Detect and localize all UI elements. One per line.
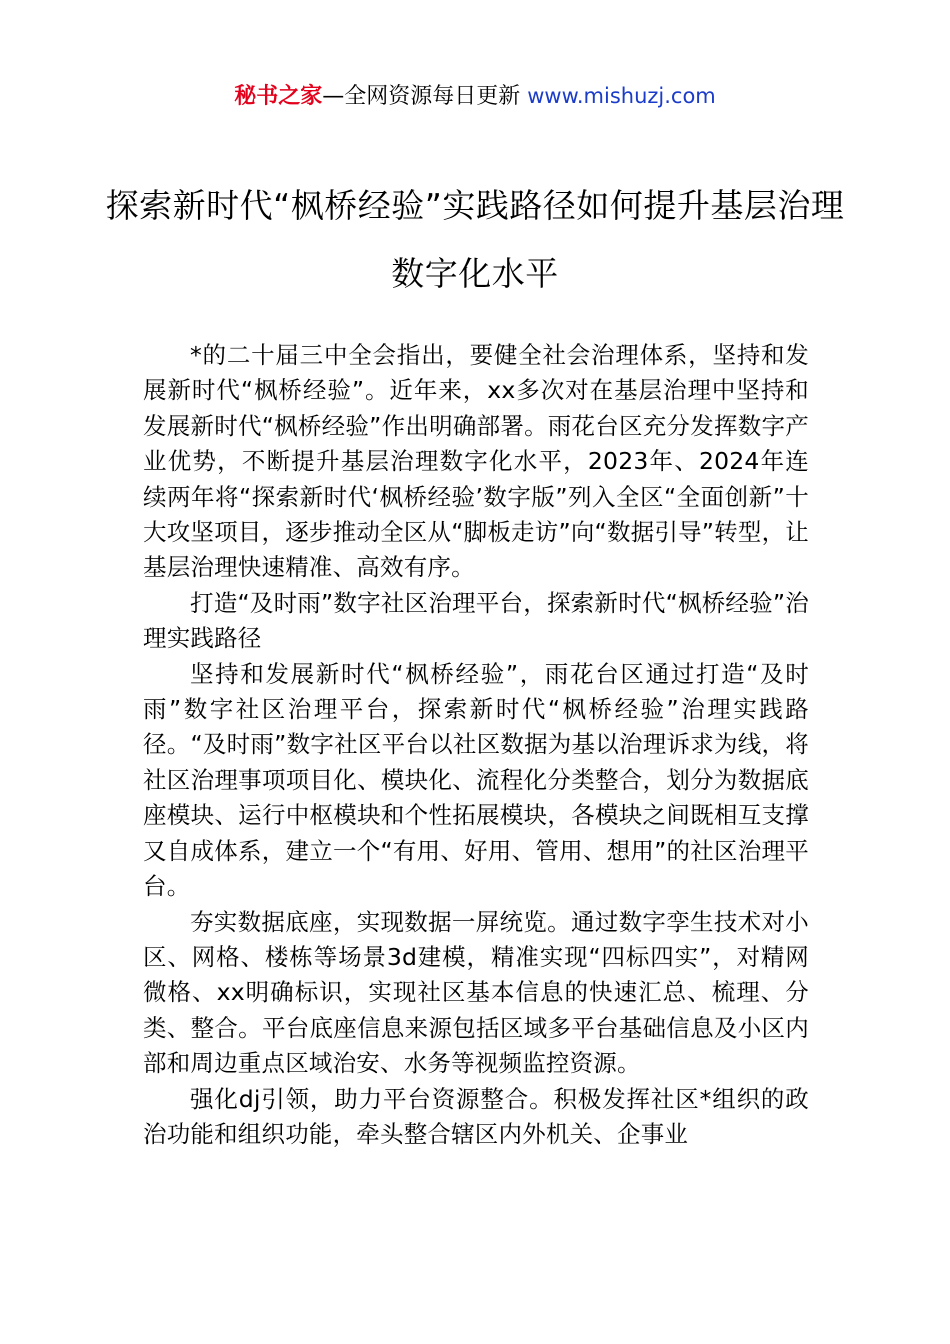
site-url-link[interactable]: www.mishuzj.com [527,84,716,108]
paragraph-platform: 坚持和发展新时代“枫桥经验”，雨花台区通过打造“及时雨”数字社区治理平台，探索新时代“枫桥经验”治理实践路径。“及时雨”数字社区平台以社区数据为基以治理诉求为线，将社区治理事项项目化、模块化、流程化分类整合，划分为数据底座模块、运行中枢模块和个性拓展模块，各模块之间既相互支撑又自成体系，建立一个“有用、好用、管用、想用”的社区治理平台。 [143,659,809,901]
paragraph-intro: *的二十届三中全会指出，要健全社会治理体系，坚持和发展新时代“枫桥经验”。近年来，xx多次对在基层治理中坚持和发展新时代“枫桥经验”作出明确部署。雨花台区充分发挥数字产业优势，不断提升基层治理数字化水平，2023年、2024年连续两年将“探索新时代‘枫桥经验’数字版”列入全区“全面创新”十大攻坚项目，逐步推动全区从“脚板走访”向“数据引导”转型，让基层治理快速精准、高效有序。 [143,341,809,582]
paragraph-data-base: 夯实数据底座，实现数据一屏统览。通过数字孪生技术对小区、网格、楼栋等场景3d建模，精准实现“四标四实”，对精网微格、xx明确标识，实现社区基本信息的快速汇总、梳理、分类、整合。平台底座信息来源包括区域多平台基础信息及小区内部和周边重点区域治安、水务等视频监控资源。 [143,907,809,1078]
site-header [0,80,950,113]
document-title: 探索新时代“枫桥经验”实践路径如何提升基层治理数字化水平 [105,186,845,293]
document-body [143,338,809,1152]
paragraph-leadership: 强化dj引领，助力平台资源整合。积极发挥社区*组织的政治功能和组织功能，牵头整合辖区内外机关、企事业 [143,1084,809,1148]
site-brand: 秘书之家 [234,84,323,109]
site-tagline: —全网资源每日更新 [322,84,528,109]
paragraph-section-heading: 打造“及时雨”数字社区治理平台，探索新时代“枫桥经验”治理实践路径 [143,588,809,653]
